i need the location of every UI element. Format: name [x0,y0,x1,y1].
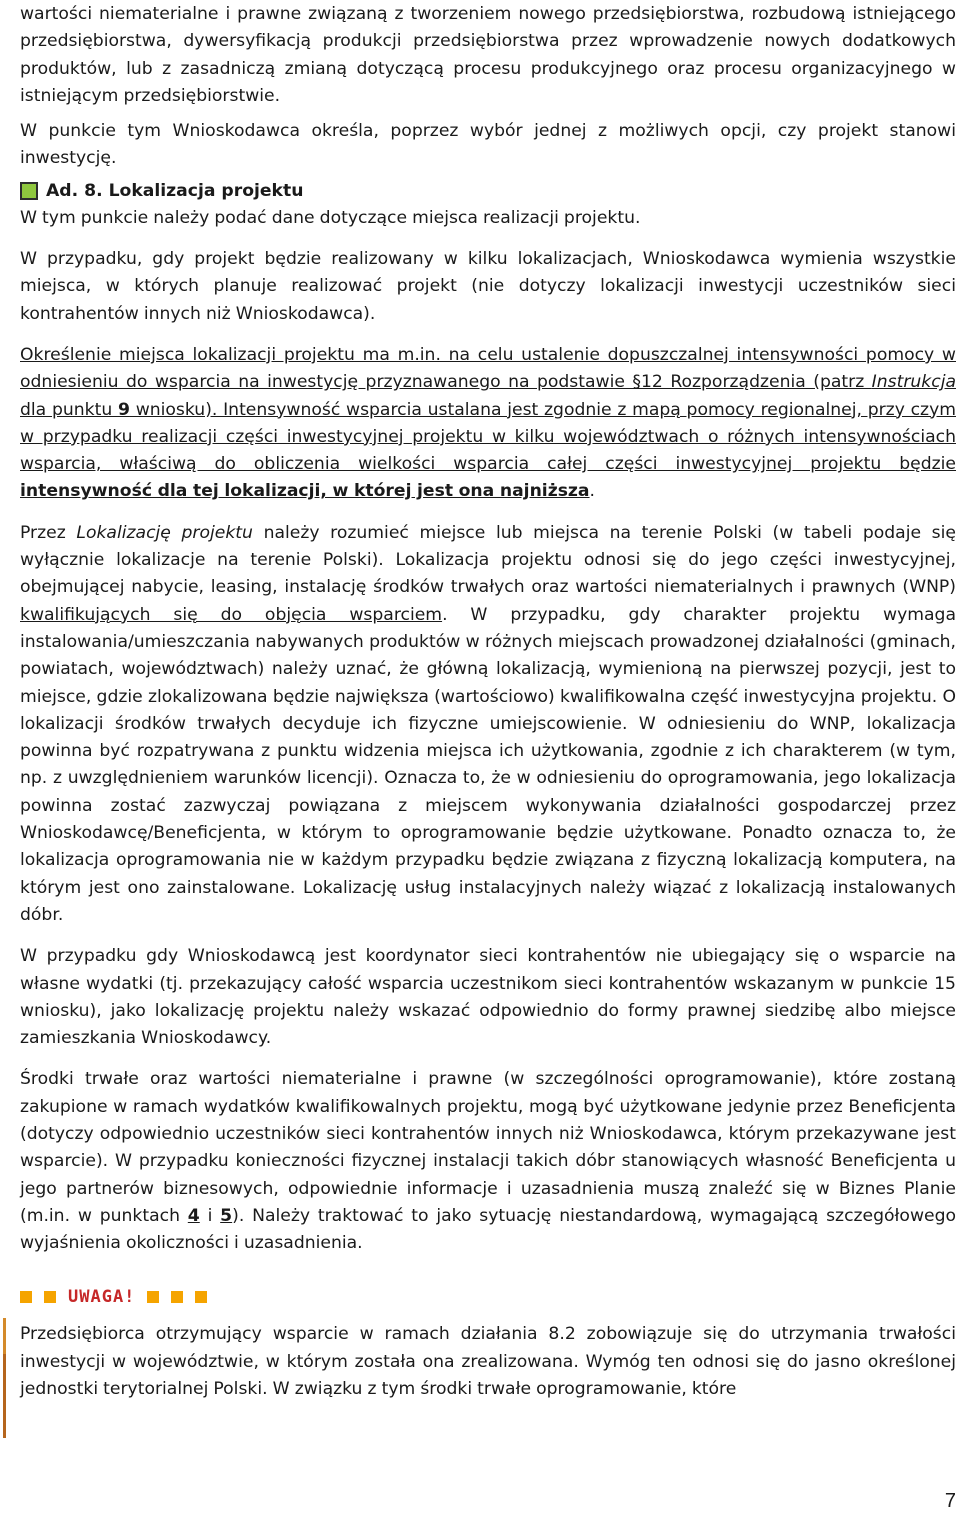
section-paragraph-2: W przypadku, gdy projekt będzie realizowany w kilku lokalizacjach, Wnioskodawca wymienia wszystkie miejsca, w których planuje realizować projekt (nie dotyczy lokalizacji inwestycji uczestników sieci kontrahentów innych niż Wnioskodawca). [20,249,956,324]
p3-end: . [589,481,596,502]
p6-link-4[interactable]: 4 [187,1205,200,1226]
p4-italic: Lokalizację projektu [76,522,253,543]
square-icon [171,1291,183,1303]
intro-paragraph-1: wartości niematerialne i prawne związaną z tworzeniem nowego przedsiębiorstwa, rozbudową istniejącego przedsiębiorstwa, dywersyfikacją produkcji przedsiębiorstwa przez wprowadzenie nowych dodatkowych produktów, lub z zasadniczą zmianą dotyczącą procesu produkcyjnego oraz procesu organizacyjnego w istniejącym przedsiębiorstwie. [20,4,956,106]
section-heading-text: Ad. 8. Lokalizacja projektu [46,180,304,201]
uwaga-header [20,1283,956,1311]
square-icon [147,1291,159,1303]
p4-text-1: Przez [20,522,77,543]
p4-underline: kwalifikujących się do objęcia wsparciem [20,604,443,625]
intro-paragraph-2: W punkcie tym Wnioskodawca określa, poprzez wybór jednej z możliwych opcji, czy projekt stanowi inwestycję. [20,121,956,169]
p3-instrukcja: Instrukcja [871,372,956,393]
p6-link-5[interactable]: 5 [220,1205,233,1226]
p6-text-2: ). Należy traktować to jako sytuację niestandardową, wymagającą szczegółowego wyjaśnienia okoliczności i uzasadnienia. [20,1205,957,1254]
page-number: 7 [944,1490,956,1512]
document-page [20,0,956,1403]
p3-number-link[interactable]: 9 [117,399,130,420]
p4-text-3: . W przypadku, gdy charakter projektu wymaga instalowania/umieszczania nabywanych produktów w różnych miejscach prowadzonej działalności (gminach, powiatach, województwach) należy uznać, że główną lokalizacją, wymienioną na pierwszej pozycji, jest to miejsce, gdzie zlokalizowana będzie największa (wartościowo) kwalifikowalna część inwestycyjna projektu. O lokalizacji środków trwałych decyduje ich fizyczne umiejscowienie. W odniesieniu do WNP, lokalizacja powinna być rozpatrywana z punktu widzenia miejsca ich użytkowania, zgodnie z ich charakterem (w tym, np. z uwzględnieniem warunków licencji). Oznacza to, że w odniesieniu do oprogramowania, jego lokalizacja powinna zostać zazwyczaj powiązana z miejscem wykonywania działalności gospodarczej przez Wnioskodawcę/Beneficjenta, w którym to oprogramowanie będzie użytkowane. Ponadto oznacza to, że lokalizacja oprogramowania nie w każdym przypadku będzie związana z fizyczną lokalizacją komputera, na którym jest ono zainstalowane. Lokalizację usług instalacyjnych należy wiązać z lokalizacją instalowanych dóbr. [20,604,957,925]
p3-bold-text: intensywność dla tej lokalizacji, w której jest ona najniższa [20,481,590,502]
square-marker-icon [20,182,38,200]
square-icon [20,1291,32,1303]
section-paragraph-3 [20,342,956,506]
section-paragraph-1: W tym punkcie należy podać dane dotyczące miejsca realizacji projektu. [20,207,641,228]
uwaga-side-bar-accent [3,1318,6,1354]
uwaga-paragraph: Przedsiębiorca otrzymujący wsparcie w ramach działania 8.2 zobowiązuje się do utrzymania trwałości inwestycji w województwie, w którym została ona zrealizowana. Wymóg ten odnosi się do jasno określonej jednostki terytorialnej Polski. W związku z tym środki trwałe oprogramowanie, które [20,1324,956,1400]
p3-text-1: Określenie miejsca lokalizacji projektu ma m.in. na celu ustalenie dopuszczalnej intensywności pomocy w odniesieniu do wsparcia na inwestycję przyznawanego na podstawie §12 Rozporządzenia (patrz [20,344,956,393]
p3-text-3: wniosku). Intensywność wsparcia ustalana jest zgodnie z mapą pomocy regionalnej, przy czym w przypadku realizacji części inwestycyjnej projektu w kilku województwach o różnych intensywnościach wsparcia, właściwą do obliczenia wielkości wsparcia całej części inwestycyjnej projektu będzie [20,399,956,475]
uwaga-label: UWAGA! [68,1287,136,1308]
square-icon [195,1291,207,1303]
p3-text-2: dla punktu [20,399,118,420]
section-paragraph-6 [20,1066,956,1257]
section-heading [20,177,956,205]
p6-text-1: Środki trwałe oraz wartości niematerialne i prawne (w szczególności oprogramowanie), które zostaną zakupione w ramach wydatków kwalifikowalnych projektu, mogą być użytkowane jedynie przez Beneficjenta (dotyczy odpowiednio uczestników sieci kontrahentów innych niż Wnioskodawca, którym przekazywane jest wsparcie). W przypadku konieczności fizycznej instalacji takich dóbr stanowiących własność Beneficjenta u jego partnerów biznesowych, odpowiednie informacje i uzasadnienia muszą znaleźć się w Biznes Planie (m.in. w punktach [20,1069,956,1226]
section-paragraph-4 [20,520,956,929]
section-paragraph-5: W przypadku gdy Wnioskodawcą jest koordynator sieci kontrahentów nie ubiegający się o wsparcie na własne wydatki (tj. przekazujący całość wsparcia uczestnikom sieci kontrahentów wskazanym w punkcie 15 wniosku), jako lokalizację projektu należy wskazać odpowiednio do formy prawnej siedzibę albo miejsce zamieszkania Wnioskodawcy. [20,946,956,1049]
square-icon [44,1291,56,1303]
p4-text-2: należy rozumieć miejsce lub miejsca na terenie Polski (w tabeli podaje się wyłącznie lokalizacje na terenie Polski). Lokalizacja projektu odnosi się do jego części inwestycyjnej, obejmującej nabycie, leasing, instalację środków trwałych oraz wartości niematerialnych i prawnych (WNP) [20,522,956,598]
p6-mid: i [199,1205,221,1226]
